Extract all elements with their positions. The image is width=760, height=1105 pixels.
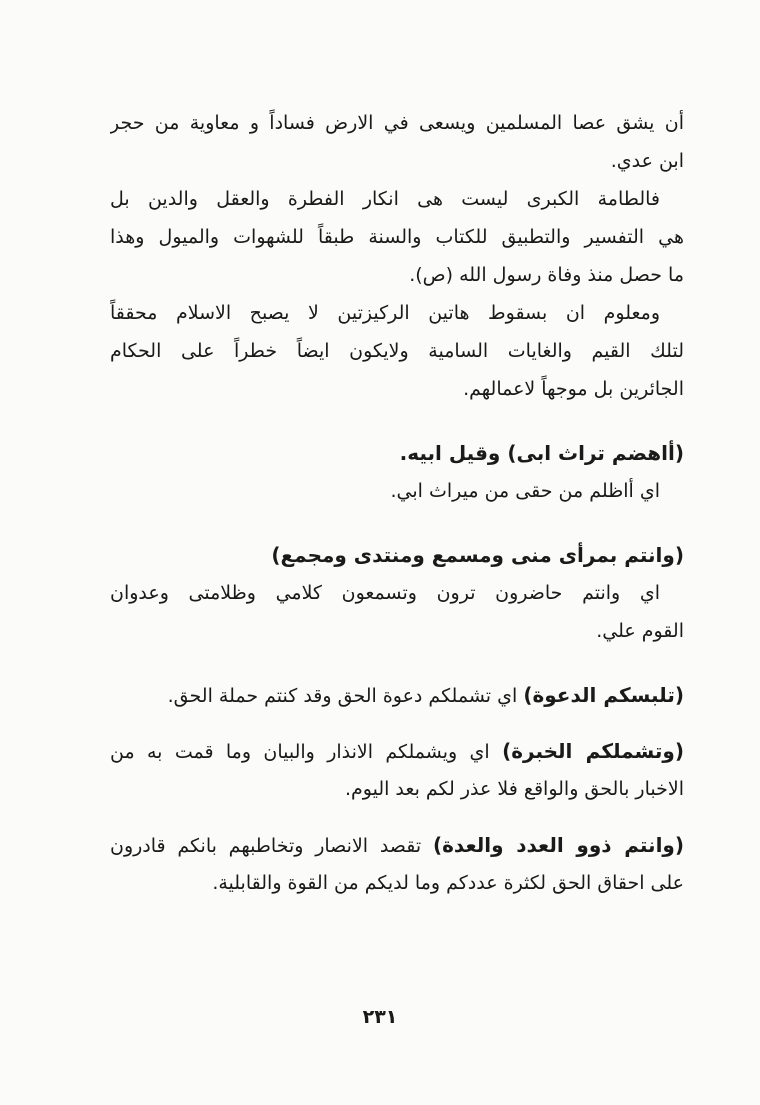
text-line: لتلك القيم والغايات السامية ولايكون ايضاً خطراً على الحكام: [110, 340, 684, 362]
section-heading: (أاهضم تراث ابى) وقيل ابيه.: [399, 441, 684, 465]
section-5: [110, 826, 684, 902]
section-2: [110, 536, 684, 650]
page-number: ٢٣١: [362, 1006, 398, 1028]
section-3: [110, 676, 684, 714]
text-line: هي التفسير والتطبيق للكتاب والسنة طبقاً للشهوات والميول وهذا: [110, 226, 684, 248]
section-text: اي تشملكم دعوة الحق وقد كنتم حملة الحق.: [167, 685, 524, 707]
section-text: اي ويشملكم الانذار والبيان وما قمت به من: [110, 741, 503, 763]
paragraph-2: [110, 180, 684, 294]
text-line: [110, 826, 684, 864]
section-heading: (وانتم ذوو العدد والعدة): [432, 833, 684, 857]
text-line: اي وانتم حاضرون ترون وتسمعون كلامي وظلامتى وعدوان: [110, 582, 660, 604]
section-4: [110, 732, 684, 808]
text-line: على احقاق الحق لكثرة عددكم وما لديكم من القوة والقابلية.: [212, 872, 684, 894]
text-line: ابن عدي.: [610, 150, 684, 172]
section-heading: (وتشملكم الخبرة): [502, 739, 684, 763]
section-heading: (وانتم بمرأى منى ومسمع ومنتدى ومجمع): [271, 543, 684, 567]
text-line: ما حصل منذ وفاة رسول الله (ص).: [409, 264, 684, 286]
text-line: الجائرين بل موجهاً لاعمالهم.: [463, 378, 684, 400]
paragraph-3: [110, 294, 684, 408]
paragraph-1: [110, 104, 684, 180]
text-line: فالطامة الكبرى ليست هى انكار الفطرة والعقل والدين بل: [110, 188, 660, 210]
section-1: [110, 434, 684, 510]
text-line: [110, 732, 684, 770]
text-line: القوم علي.: [596, 620, 684, 642]
text-line: اي أاظلم من حقى من ميراث ابي.: [390, 480, 660, 502]
section-heading: (تلبسكم الدعوة): [523, 683, 684, 707]
page-body: [110, 104, 684, 902]
section-text: تقصد الانصار وتخاطبهم بانكم قادرون: [110, 835, 433, 857]
text-line: الاخبار بالحق والواقع فلا عذر لكم بعد اليوم.: [344, 778, 684, 800]
text-line: [110, 676, 684, 714]
text-line: أن يشق عصا المسلمين ويسعى في الارض فساداً و معاوية من حجر: [110, 112, 684, 134]
text-line: ومعلوم ان بسقوط هاتين الركيزتين لا يصبح الاسلام محققاً: [110, 302, 660, 324]
